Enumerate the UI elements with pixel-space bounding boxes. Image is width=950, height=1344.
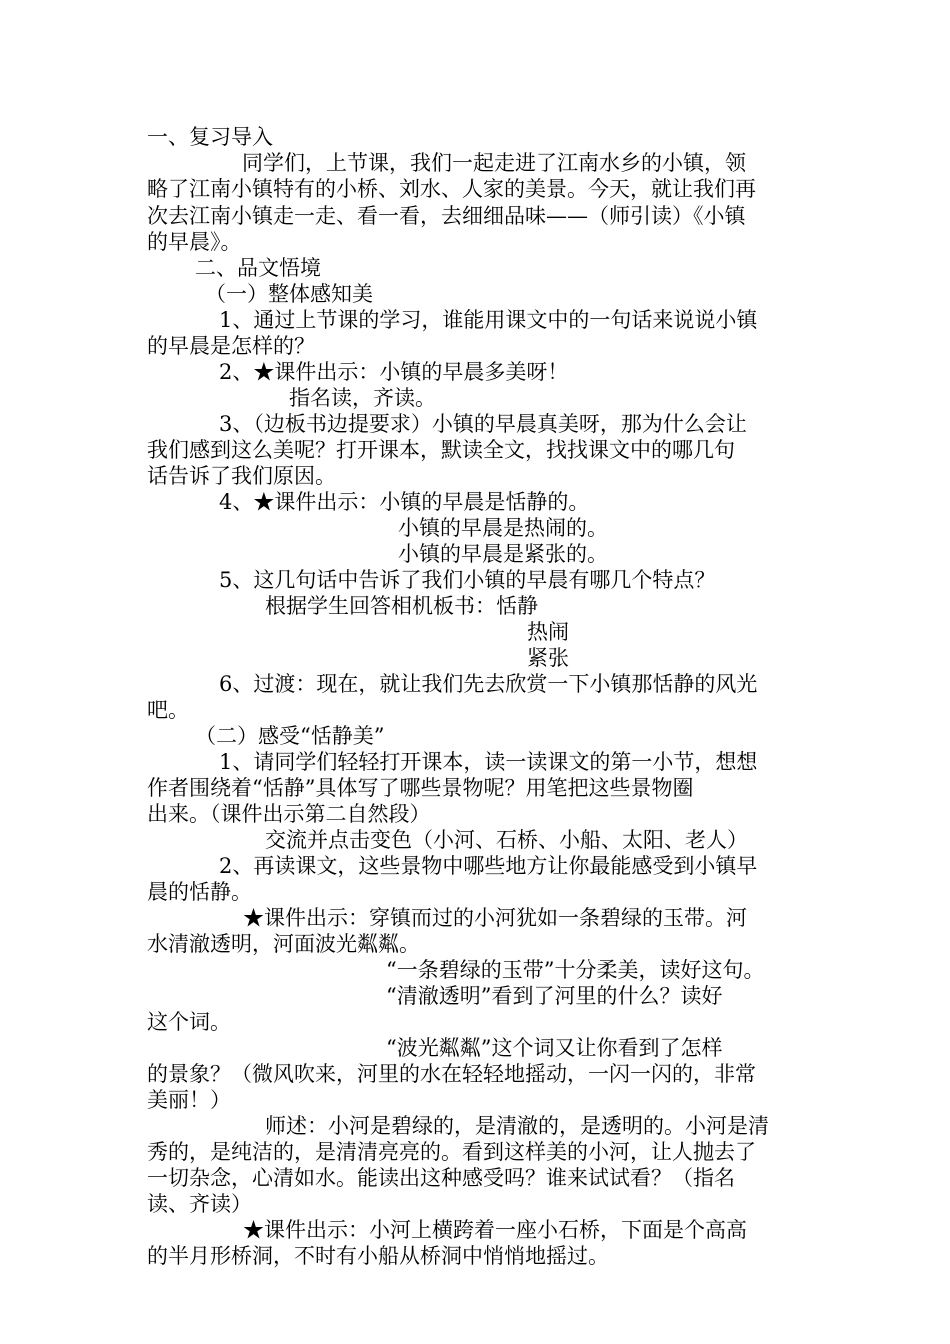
paragraph-line: 出来。（课件出示第二自然段）: [147, 802, 431, 826]
section-heading: 二、品文悟境: [195, 256, 321, 280]
paragraph-line: 1、请同学们轻轻打开课本，读一读课文的第一小节，想想: [219, 750, 758, 774]
board-note: 热闹: [527, 620, 569, 644]
paragraph-line: 的早晨》。: [147, 230, 242, 254]
paragraph-line: ★课件出示：穿镇而过的小河犹如一条碧绿的玉带。河: [243, 906, 747, 930]
subsection-heading: （一）整体感知美: [205, 282, 373, 306]
paragraph-line: 3、（边板书边提要求）小镇的早晨真美呀，那为什么会让: [219, 412, 747, 436]
paragraph-line: 水清澈透明，河面波光粼粼。: [147, 932, 420, 956]
paragraph-line: 指名读，齐读。: [289, 386, 436, 410]
paragraph-line: 的景象？（微风吹来，河里的水在轻轻地摇动，一闪一闪的，非常: [147, 1062, 756, 1086]
paragraph-line: 秀的，是纯洁的，是清清亮亮的。看到这样美的小河，让人抛去了: [147, 1140, 756, 1164]
paragraph-line: 交流并点击变色（小河、石桥、小船、太阳、老人）: [265, 828, 748, 852]
paragraph-line: 晨的恬静。: [147, 880, 252, 904]
paragraph-line: 作者围绕着“恬静”具体写了哪些景物呢？用笔把这些景物圈: [147, 776, 694, 800]
paragraph-line: 5、这几句话中告诉了我们小镇的早晨有哪几个特点？: [219, 568, 716, 592]
paragraph-line: 读、齐读）: [147, 1192, 252, 1216]
section-heading: 一、复习导入: [147, 125, 273, 149]
paragraph-line: 2、★课件出示：小镇的早晨多美呀！: [219, 360, 569, 384]
paragraph-line: 美丽！）: [147, 1088, 231, 1112]
paragraph-line: 略了江南小镇特有的小桥、刘水、人家的美景。今天，就让我们再: [147, 177, 756, 201]
paragraph-line: 话告诉了我们原因。: [147, 464, 336, 488]
board-note: 紧张: [527, 646, 569, 670]
paragraph-line: “波光粼粼”这个词又让你看到了怎样: [386, 1036, 723, 1060]
paragraph-line: 同学们，上节课，我们一起走进了江南水乡的小镇，领: [242, 151, 746, 175]
paragraph-line: “一条碧绿的玉带”十分柔美，读好这句。: [386, 958, 765, 982]
paragraph-line: 1、通过上节课的学习，谁能用课文中的一句话来说说小镇: [219, 308, 758, 332]
paragraph-line: 吧。: [147, 698, 189, 722]
subsection-heading: （二）感受“恬静美”: [195, 724, 385, 748]
paragraph-line: 6、过渡：现在，就让我们先去欣赏一下小镇那恬静的风光: [219, 672, 758, 696]
paragraph-line: 4、★课件出示：小镇的早晨是恬静的。: [219, 490, 590, 514]
paragraph-line: 2、再读课文，这些景物中哪些地方让你最能感受到小镇早: [219, 854, 758, 878]
paragraph-line: 这个词。: [147, 1010, 231, 1034]
paragraph-line: ★课件出示：小河上横跨着一座小石桥，下面是个高高: [243, 1218, 747, 1242]
paragraph-line: “清澈透明”看到了河里的什么？读好: [386, 984, 723, 1008]
paragraph-line: 次去江南小镇走一走、看一看，去细细品味——（师引读）《小镇: [147, 204, 746, 228]
paragraph-line: 师述：小河是碧绿的，是清澈的，是透明的。小河是清: [265, 1114, 769, 1138]
paragraph-line: 的半月形桥洞，不时有小船从桥洞中悄悄地摇过。: [147, 1244, 609, 1268]
paragraph-line: 根据学生回答相机板书：恬静: [265, 594, 538, 618]
paragraph-line: 一切杂念，心清如水。能读出这种感受吗？谁来试试看？（指名: [147, 1166, 735, 1190]
paragraph-line: 小镇的早晨是热闹的。: [398, 516, 608, 540]
paragraph-line: 的早晨是怎样的？: [147, 334, 315, 358]
paragraph-line: 我们感到这么美呢？打开课本，默读全文，找找课文中的哪几句: [147, 438, 735, 462]
paragraph-line: 小镇的早晨是紧张的。: [398, 542, 608, 566]
